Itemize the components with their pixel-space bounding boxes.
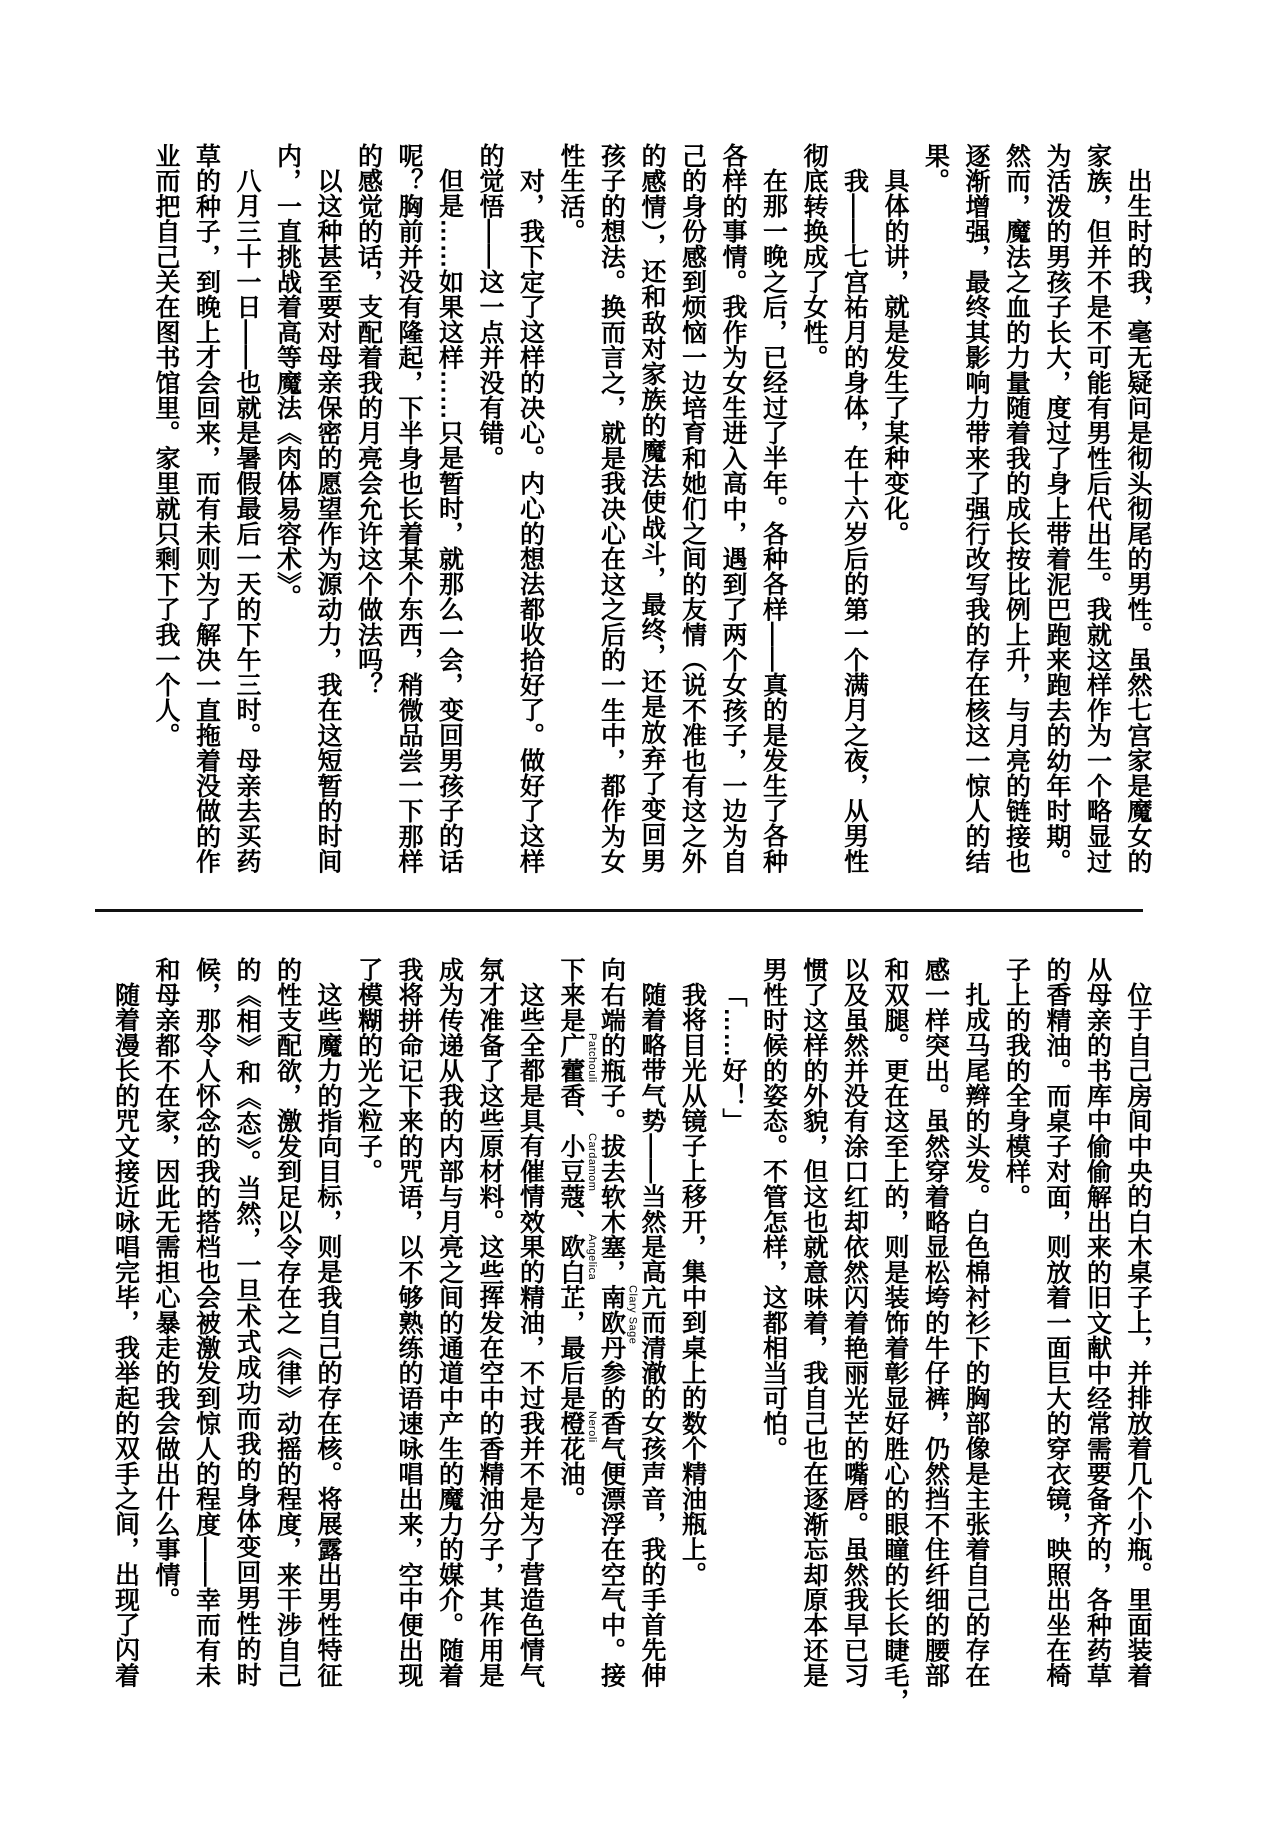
text-column: 我将拼命记下来的咒语，以不够熟练的语速咏唱出来，空中便出现 xyxy=(395,957,423,1688)
text-column: 彻底转换成了女性。 xyxy=(800,143,828,370)
text-column: 候，那令人怀念的我的搭档也会被激发到惊人的程度——幸而有未 xyxy=(192,957,221,1688)
text-column: 性生活。 xyxy=(557,143,585,244)
text-column: 随着略带气势——当然是高亢而清澈的女孩声音，我的手首先伸 xyxy=(638,982,666,1688)
text-column: 男性时候的姿态。不管怎样，这都相当可怕。 xyxy=(759,957,788,1461)
text-column: 逐渐增强，最终其影响力带来了强行改写我的存在核这一惊人的结 xyxy=(962,143,990,874)
latin-ruby-annotation: Angelica xyxy=(586,1234,598,1281)
text-column: 在那一晚之后，已经过了半年。各种各样——真的是发生了各种 xyxy=(759,168,788,874)
text-column: 草的种子，到晚上才会回来，而有未则为了解决一直拖着没做的作 xyxy=(192,143,221,874)
latin-ruby-annotation: Cardamom xyxy=(586,1133,598,1192)
text-column: 内，一直挑战着高等魔法《肉体易容术》。 xyxy=(273,143,302,610)
text-column: 果。 xyxy=(921,143,950,194)
latin-ruby-annotation: Neroli xyxy=(586,1411,598,1443)
text-column: 的感情），还和敌对家族的魔法使战斗，最终，还是放弃了变回男 xyxy=(638,143,666,873)
text-block-bottom xyxy=(111,957,1152,1713)
text-column: 孩子的想法。换而言之，就是我决心在这之后的一生中，都作为女 xyxy=(597,143,626,874)
text-column: 的香精油。而桌子对面，则放着一面巨大的穿衣镜，映照出坐在椅 xyxy=(1043,957,1071,1688)
text-column: 呢？胸前并没有隆起，下半身也长着某个东西，稍微品尝一下那样 xyxy=(395,143,423,874)
latin-ruby-annotation: Patchouli xyxy=(586,1033,598,1083)
text-column: 感一样突出。虽然穿着略显松垮的牛仔裤，仍然挡不住纤细的腰部 xyxy=(921,957,950,1688)
text-column: 业而把自己关在图书馆里。家里就只剩下了我一个人。 xyxy=(152,143,180,748)
text-column: 随着漫长的咒文接近咏唱完毕，我举起的双手之间，出现了闪着 xyxy=(111,982,140,1688)
text-column: 为活泼的男孩子长大，度过了身上带着泥巴跑来跑去的幼年时期。 xyxy=(1043,143,1071,874)
text-column: 我——七宫祐月的身体，在十六岁后的第一个满月之夜，从男性 xyxy=(840,168,869,874)
text-column: 己的身份感到烦恼一边培育和她们之间的友情（说不准也有这之外 xyxy=(678,143,707,874)
text-column: 的《相》和《态》。当然，一旦术式成功而我的身体变回男性的时 xyxy=(233,957,261,1687)
text-column: 家族，但并不是不可能有男性后代出生。我就这样作为一个略显过 xyxy=(1083,143,1112,874)
text-column: 我将目光从镜子上移开，集中到桌上的数个精油瓶上。 xyxy=(678,982,707,1587)
text-column: 各样的事情。我作为女生进入高中，遇到了两个女孩子，一边为自 xyxy=(719,143,747,874)
text-column: 对，我下定了这样的决心。内心的想法都收拾好了。做好了这样 xyxy=(516,168,545,874)
section-divider xyxy=(95,909,1143,912)
text-column: 出生时的我，毫无疑问是彻头彻尾的男性。虽然七宫家是魔女的 xyxy=(1124,168,1152,874)
text-column: 扎成马尾辫的头发。白色棉衬衫下的胸部像是主张着自己的存在 xyxy=(962,982,990,1688)
text-column: 八月三十一日——也就是暑假最后一天的下午三时。母亲去买药 xyxy=(233,168,261,874)
text-column: 具体的讲，就是发生了某种变化。 xyxy=(881,168,909,546)
text-column: 和母亲都不在家，因此无需担心暴走的我会做出什么事情。 xyxy=(152,957,180,1613)
text-column: 的感觉的话，支配着我的月亮会允许这个做法吗？ xyxy=(354,143,383,698)
text-column: 这些全都是具有催情效果的精油，不过我并不是为了营造色情气 xyxy=(516,982,545,1688)
text-column: 「……好！」 xyxy=(719,982,747,1134)
text-column: 这些魔力的指向目标，则是我自己的存在核。将展露出男性特征 xyxy=(314,982,342,1688)
text-column: 但是……如果这样……只是暂时，就那么一会，变回男孩子的话 xyxy=(435,168,464,874)
text-column: 向右端的瓶子。拔去软木塞，南欧丹参的香气便漂浮在空气中。接 Clary Sage xyxy=(597,957,639,1688)
text-column: 子上的我的全身模样。 xyxy=(1002,957,1031,1209)
text-column: 的觉悟——这一点并没有错。 xyxy=(476,143,504,471)
text-column: 位于自己房间中央的白木桌子上，并排放着几个小瓶。里面装着 xyxy=(1124,982,1152,1688)
text-column: 氛才准备了这些原材料。这些挥发在空中的香精油分子，其作用是 xyxy=(476,957,504,1688)
text-column: 然而，魔法之血的力量随着我的成长按比例上升，与月亮的链接也 xyxy=(1002,143,1031,874)
latin-ruby-annotation: Clary Sage xyxy=(626,1285,639,1345)
text-column: 下来是广藿香、小豆蔻、欧白芷，最后是橙花油。 Patchouli Cardamom Angelica Neroli xyxy=(557,957,598,1512)
text-column: 成为传递从我的内部与月亮之间的通道中产生的魔力的媒介。随着 xyxy=(435,957,464,1688)
text-column: 的性支配欲，激发到足以令存在之《律》动摇的程度，来干涉自己 xyxy=(273,957,302,1688)
text-block-top xyxy=(153,143,1150,873)
text-column: 和双腿。更在这至上的，则是装饰着彰显好胜心的眼瞳的长长睫毛， xyxy=(881,957,909,1713)
text-column: 以这种甚至要对母亲保密的愿望作为源动力，我在这短暂的时间 xyxy=(314,168,342,874)
text-column: 从母亲的书库中偷偷解出来的旧文献中经常需要备齐的，各种药草 xyxy=(1083,957,1112,1688)
text-column: 惯了这样的外貌，但这也就意味着，我自己也在逐渐忘却原本还是 xyxy=(800,957,828,1688)
text-column: 了模糊的光之粒子。 xyxy=(354,957,383,1184)
text-column: 以及虽然并没有涂口红却依然闪着艳丽光芒的嘴唇。虽然我早已习 xyxy=(840,957,869,1688)
